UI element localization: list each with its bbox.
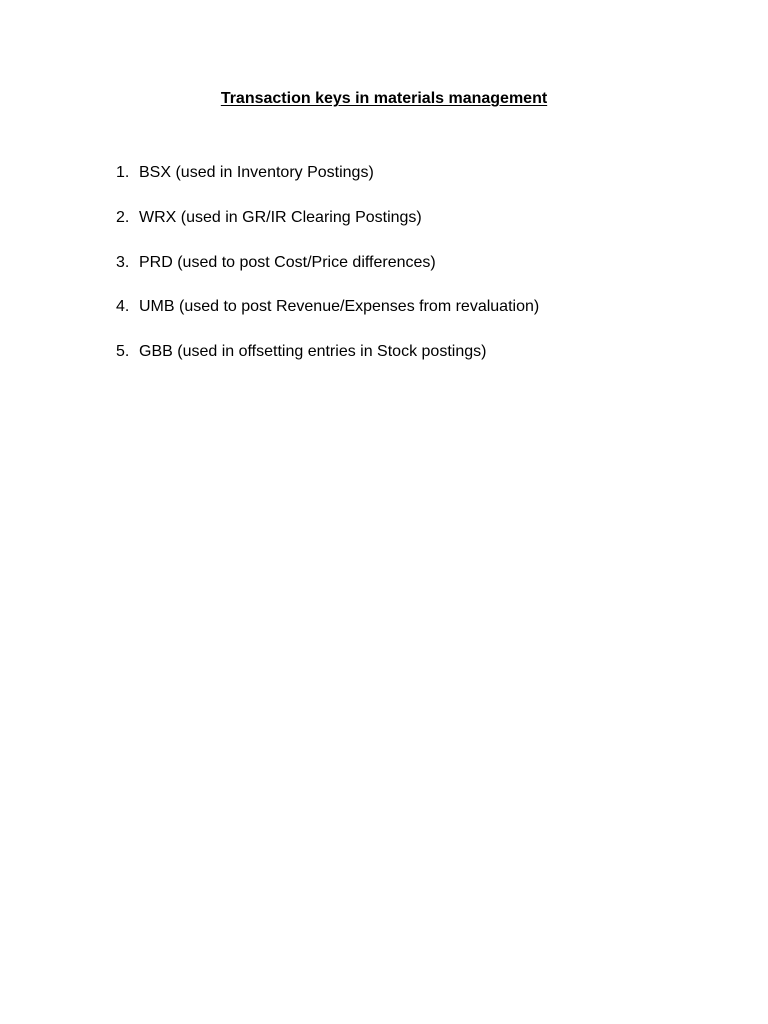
list-item-number: 5. — [116, 343, 130, 360]
document-title: Transaction keys in materials management — [220, 90, 548, 107]
transaction-key-list — [116, 162, 736, 386]
list-item-text: PRD (used to post Cost/Price differences) — [139, 253, 436, 271]
list-item-text: WRX (used in GR/IR Clearing Postings) — [139, 208, 422, 226]
list-item-text: GBB (used in offsetting entries in Stock postings) — [139, 343, 487, 360]
list-item-number: 3. — [116, 253, 130, 271]
list-item — [116, 296, 736, 341]
list-item — [116, 207, 736, 252]
list-item — [116, 341, 736, 386]
list-item-text: UMB (used to post Revenue/Expenses from revaluation) — [139, 298, 540, 316]
list-item — [116, 252, 736, 297]
list-item-number: 4. — [116, 298, 130, 316]
list-item — [116, 162, 736, 207]
list-item-text: BSX (used in Inventory Postings) — [139, 164, 374, 181]
list-item-number: 1. — [116, 164, 130, 181]
list-item-number: 2. — [116, 208, 130, 226]
